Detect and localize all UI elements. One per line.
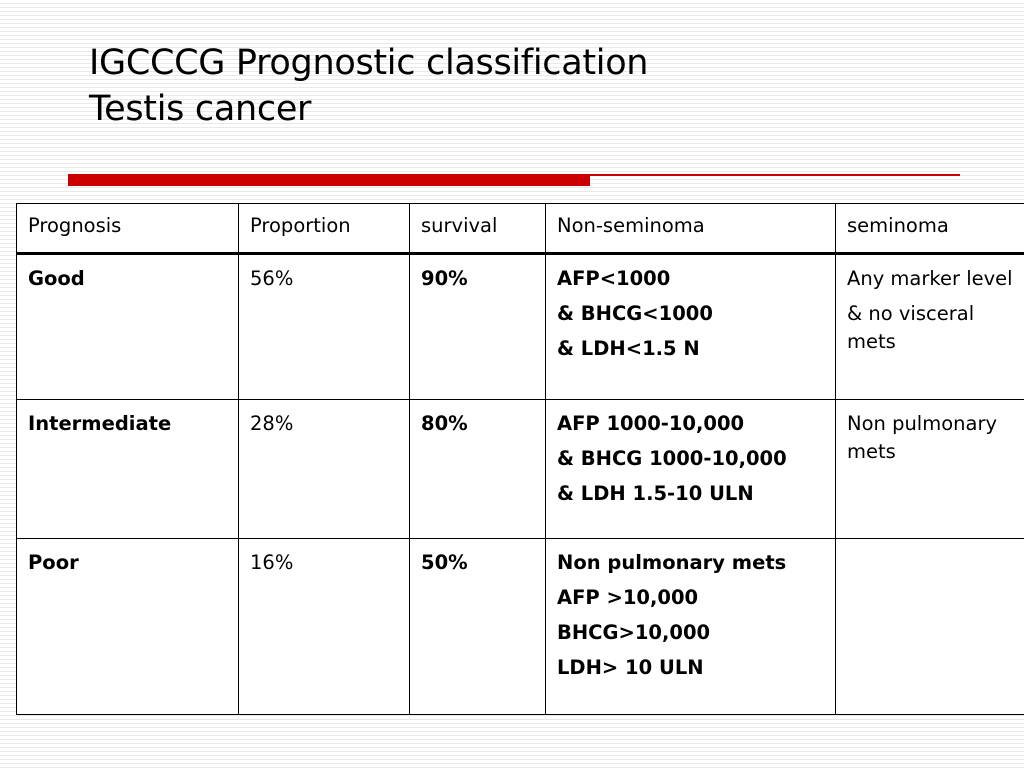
criteria-line: & LDH 1.5-10 ULN — [557, 482, 754, 505]
cell-seminoma — [836, 539, 1024, 715]
cell-proportion: 28% — [239, 400, 410, 539]
table-row-intermediate — [17, 400, 1024, 539]
slide-title-line-2: Testis cancer — [89, 89, 312, 129]
criteria-line: Non pulmonary mets — [847, 412, 998, 463]
title-accent-bar — [68, 174, 590, 186]
cell-prognosis: Good — [17, 254, 239, 400]
header-survival: survival — [410, 204, 546, 254]
criteria-line: AFP<1000 — [557, 267, 671, 290]
cell-non-seminoma — [546, 400, 836, 539]
cell-proportion: 56% — [239, 254, 410, 400]
cell-prognosis: Intermediate — [17, 400, 239, 539]
criteria-line: & LDH<1.5 N — [557, 337, 700, 360]
criteria-line: AFP >10,000 — [557, 586, 699, 609]
criteria-line: AFP 1000-10,000 — [557, 412, 745, 435]
criteria-line: Any marker level — [847, 267, 1013, 290]
criteria-line: BHCG>10,000 — [557, 621, 711, 644]
header-non-seminoma: Non-seminoma — [546, 204, 836, 254]
criteria-line: & BHCG 1000-10,000 — [557, 447, 787, 470]
table-row-poor — [17, 539, 1024, 715]
header-proportion: Proportion — [239, 204, 410, 254]
title-accent-line — [590, 174, 960, 176]
slide-title-line-1: IGCCCG Prognostic classification — [89, 43, 649, 83]
cell-non-seminoma — [546, 254, 836, 400]
slide-title — [89, 40, 648, 132]
cell-prognosis: Poor — [17, 539, 239, 715]
header-prognosis: Prognosis — [17, 204, 239, 254]
header-seminoma: seminoma — [836, 204, 1024, 254]
criteria-line: & BHCG<1000 — [557, 302, 713, 325]
cell-survival: 50% — [410, 539, 546, 715]
table-header-row — [17, 204, 1024, 254]
cell-non-seminoma — [546, 539, 836, 715]
prognostic-classification-table — [16, 203, 1024, 715]
criteria-line: LDH> 10 ULN — [557, 656, 704, 679]
criteria-line: & no visceral mets — [847, 302, 975, 353]
cell-survival: 90% — [410, 254, 546, 400]
cell-survival: 80% — [410, 400, 546, 539]
criteria-line: Non pulmonary mets — [557, 551, 787, 574]
cell-seminoma — [836, 400, 1024, 539]
table-row-good — [17, 254, 1024, 400]
cell-seminoma — [836, 254, 1024, 400]
cell-proportion: 16% — [239, 539, 410, 715]
